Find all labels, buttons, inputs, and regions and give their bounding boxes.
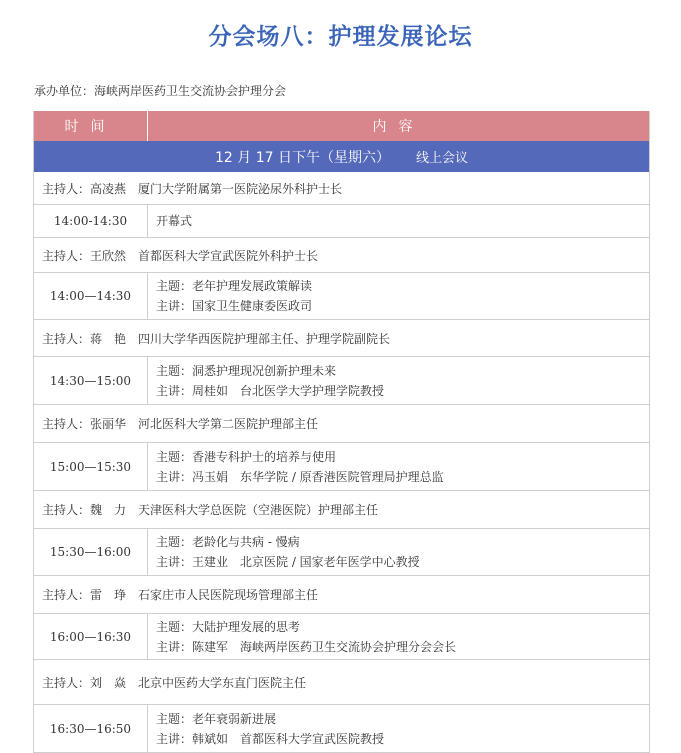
session-line: 主讲：韩斌如 首都医科大学宣武医院教授 xyxy=(156,731,385,746)
session-time: 14:00-14:30 xyxy=(34,205,148,237)
schedule-table xyxy=(33,111,650,753)
session-line: 开幕式 xyxy=(156,214,193,228)
host-row xyxy=(34,238,649,273)
session-content xyxy=(148,614,649,659)
host-row xyxy=(34,320,649,357)
host-label: 主持人：雷 琤 xyxy=(42,588,127,602)
host-affiliation: 厦门大学附属第一医院泌尿外科护士长 xyxy=(138,181,343,196)
session-line: 主题：老年护理发展政策解读 xyxy=(156,279,313,293)
session-time: 15:30—16:00 xyxy=(34,529,148,575)
host-row xyxy=(34,172,649,205)
table-header xyxy=(34,111,649,141)
host-affiliation: 北京中医药大学东直门医院主任 xyxy=(138,675,307,690)
session-row xyxy=(34,443,649,491)
host-label: 主持人：魏 力 xyxy=(42,503,127,517)
session-content xyxy=(148,705,649,752)
session-line: 主讲：王建业 北京医院 / 国家老年医学中心教授 xyxy=(156,555,420,569)
host-label: 主持人：张丽华 xyxy=(42,417,127,431)
session-line: 主题：老龄化与共病 - 慢病 xyxy=(156,535,300,549)
session-row xyxy=(34,273,649,320)
session-time: 14:30—15:00 xyxy=(34,357,148,404)
host-affiliation: 石家庄市人民医院现场管理部主任 xyxy=(138,588,319,602)
session-content xyxy=(148,443,649,490)
session-content xyxy=(148,273,649,319)
host-affiliation: 天津医科大学总医院（空港医院）护理部主任 xyxy=(138,503,379,517)
host-row xyxy=(34,405,649,443)
host-label: 主持人：刘 焱 xyxy=(42,675,127,690)
session-row xyxy=(34,529,649,576)
session-line: 主讲：周桂如 台北医学大学护理学院教授 xyxy=(156,383,385,398)
session-time: 15:00—15:30 xyxy=(34,443,148,490)
session-line: 主讲：国家卫生健康委医政司 xyxy=(156,299,313,313)
session-line: 主题：香港专科护士的培养与使用 xyxy=(156,449,337,464)
session-content xyxy=(148,357,649,404)
session-row xyxy=(34,205,649,238)
session-line: 主题：洞悉护理现况创新护理未来 xyxy=(156,363,337,378)
header-content: 内容 xyxy=(372,119,425,135)
day-date: 12 月 17 日下午（星期六） xyxy=(215,149,390,166)
session-time: 16:00—16:30 xyxy=(34,614,148,659)
session-line: 主题：大陆护理发展的思考 xyxy=(156,619,301,634)
session-content xyxy=(148,205,649,237)
session-time: 14:00—14:30 xyxy=(34,273,148,319)
session-row xyxy=(34,614,649,660)
host-affiliation: 首都医科大学宣武医院外科护士长 xyxy=(138,248,319,263)
host-affiliation: 四川大学华西医院护理部主任、护理学院副院长 xyxy=(138,331,391,346)
host-label: 主持人：高凌燕 xyxy=(42,181,127,196)
session-content xyxy=(148,529,649,575)
session-line: 主讲：冯玉娟 东华学院 / 原香港医院管理局护理总监 xyxy=(156,469,444,484)
host-label: 主持人：王欣然 xyxy=(42,248,127,263)
meeting-mode: 线上会议 xyxy=(415,151,468,166)
host-row xyxy=(34,576,649,614)
session-line: 主题：老年衰弱新进展 xyxy=(156,711,277,726)
page-title: 分会场八：护理发展论坛 xyxy=(208,24,473,50)
session-row xyxy=(34,357,649,405)
schedule-rows xyxy=(34,172,649,753)
host-affiliation: 河北医科大学第二医院护理部主任 xyxy=(138,417,319,431)
host-row xyxy=(34,660,649,705)
organizer-line: 承办单位：海峡两岸医药卫生交流协会护理分会 xyxy=(34,84,287,98)
host-label: 主持人：蒋 艳 xyxy=(42,331,127,346)
session-time: 16:30—16:50 xyxy=(34,705,148,752)
session-row xyxy=(34,705,649,753)
session-line: 主讲：陈建军 海峡两岸医药卫生交流协会护理分会会长 xyxy=(156,639,457,654)
host-row xyxy=(34,491,649,529)
header-time: 时间 xyxy=(34,111,148,141)
day-banner xyxy=(34,141,649,172)
